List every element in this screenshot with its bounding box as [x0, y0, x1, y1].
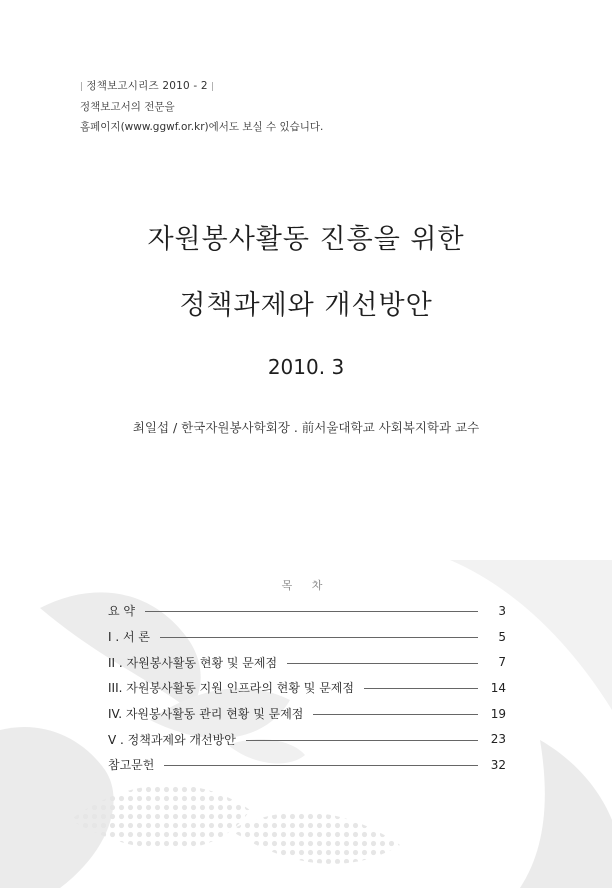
series-line: [80, 76, 323, 97]
toc-leader-line: [145, 611, 478, 612]
toc-entry-label: 요 약: [108, 604, 135, 619]
toc-row: [108, 701, 506, 727]
series-separator-left: |: [80, 82, 84, 92]
toc-page-number: 7: [498, 655, 506, 670]
toc-row: [108, 675, 506, 701]
toc-page-number: 14: [490, 680, 506, 695]
toc-leader-line: [246, 740, 478, 741]
toc-page-number: 32: [490, 757, 506, 772]
toc-leader-line: [164, 765, 478, 766]
toc-entry-label: III. 자원봉사활동 지원 인프라의 현황 및 문제점: [108, 681, 354, 696]
report-series-header: [80, 76, 323, 137]
toc-leader-line: [287, 663, 478, 664]
toc-leader-line: [313, 714, 478, 715]
toc-leader-line: [364, 688, 478, 689]
toc-entry-label: I . 서 론: [108, 630, 150, 645]
author-line: 최일섭 / 한국자원봉사학회장 . 前서울대학교 사회복지학과 교수: [132, 420, 480, 435]
report-title-line2: 정책과제와 개선방안: [179, 290, 433, 321]
report-title-line1: 자원봉사활동 진흥을 위한: [147, 224, 465, 255]
series-separator-right: |: [211, 82, 215, 92]
toc-leader-line: [160, 637, 478, 638]
toc-row: [108, 598, 506, 624]
toc-entry-label: 참고문헌: [108, 758, 155, 773]
toc-row: [108, 649, 506, 675]
toc-heading: 목 차: [281, 579, 331, 592]
toc-row: [108, 726, 506, 752]
toc-entry-label: II . 자원봉사활동 현황 및 문제점: [108, 655, 278, 670]
toc-page-number: 5: [498, 629, 506, 644]
fulltext-notice-line2: 홈페이지(www.ggwf.or.kr)에서도 보실 수 있습니다.: [80, 121, 324, 133]
title-block: [0, 225, 612, 379]
toc-page-number: 19: [490, 706, 506, 721]
toc-row: [108, 752, 506, 778]
toc-entry-label: IV. 자원봉사활동 관리 현황 및 문제점: [108, 707, 304, 722]
series-label: 정책보고시리즈 2010 - 2: [86, 80, 208, 92]
fulltext-notice-line1: 정책보고서의 전문을: [80, 101, 175, 113]
report-date: 2010. 3: [267, 355, 345, 379]
table-of-contents: [108, 598, 506, 778]
toc-page-number: 3: [498, 603, 506, 618]
toc-row: [108, 624, 506, 650]
toc-entry-label: V . 정책과제와 개선방안: [108, 732, 236, 747]
toc-page-number: 23: [490, 732, 506, 747]
